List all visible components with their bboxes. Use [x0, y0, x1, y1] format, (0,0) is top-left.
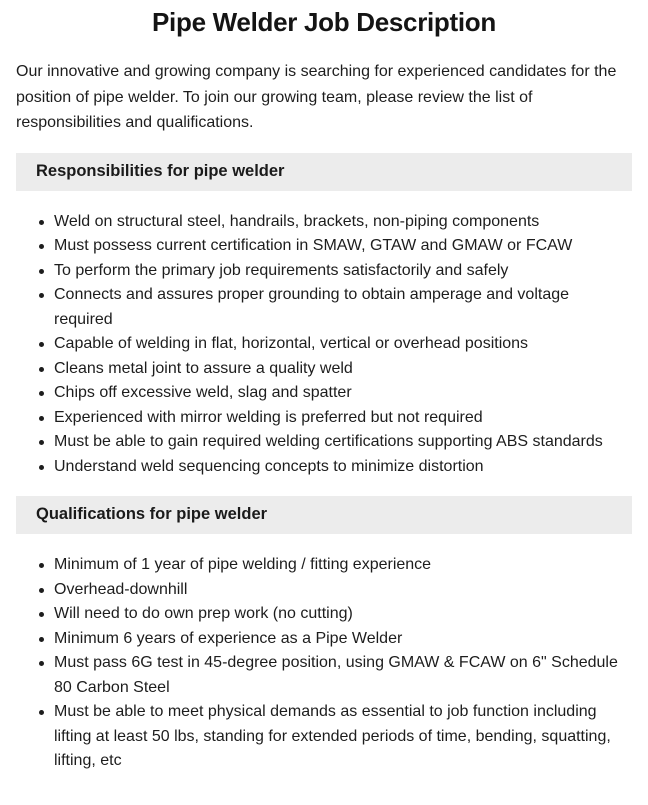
page-title: Pipe Welder Job Description	[152, 7, 496, 37]
list-item: Capable of welding in flat, horizontal, vertical or overhead positions	[54, 332, 632, 357]
list-item: Weld on structural steel, handrails, brackets, non-piping components	[54, 210, 632, 235]
list-item: To perform the primary job requirements satisfactorily and safely	[54, 259, 632, 284]
intro-paragraph: Our innovative and growing company is searching for experienced candidates for the position of pipe welder. To join our growing team, please review the list of responsibilities and qualifications.	[16, 63, 617, 131]
list-item: Connects and assures proper grounding to obtain amperage and voltage required	[54, 283, 632, 332]
list-item: Must pass 6G test in 45-degree position, using GMAW & FCAW on 6" Schedule 80 Carbon Steel	[54, 651, 632, 700]
list-item: Cleans metal joint to assure a quality weld	[54, 357, 632, 382]
responsibilities-section-heading: Responsibilities for pipe welder	[16, 153, 632, 191]
list-item: Experienced with mirror welding is preferred but not required	[54, 406, 632, 431]
list-item: Understand weld sequencing concepts to minimize distortion	[54, 455, 632, 480]
list-item: Chips off excessive weld, slag and spatter	[54, 381, 632, 406]
list-item: Must possess current certification in SMAW, GTAW and GMAW or FCAW	[54, 234, 632, 259]
list-item: Overhead-downhill	[54, 578, 632, 603]
section-responsibilities	[16, 153, 632, 480]
list-item: Will need to do own prep work (no cutting)	[54, 602, 632, 627]
qualifications-section-heading: Qualifications for pipe welder	[16, 496, 632, 534]
qualifications-list	[16, 553, 632, 774]
responsibilities-list	[16, 210, 632, 480]
list-item: Minimum of 1 year of pipe welding / fitting experience	[54, 553, 632, 578]
list-item: Must be able to meet physical demands as essential to job function including lifting at least 50 lbs, standing for extended periods of time, bending, squatting, lifting, etc	[54, 700, 632, 774]
list-item: Minimum 6 years of experience as a Pipe Welder	[54, 627, 632, 652]
list-item: Must be able to gain required welding certifications supporting ABS standards	[54, 430, 632, 455]
section-qualifications	[16, 496, 632, 774]
